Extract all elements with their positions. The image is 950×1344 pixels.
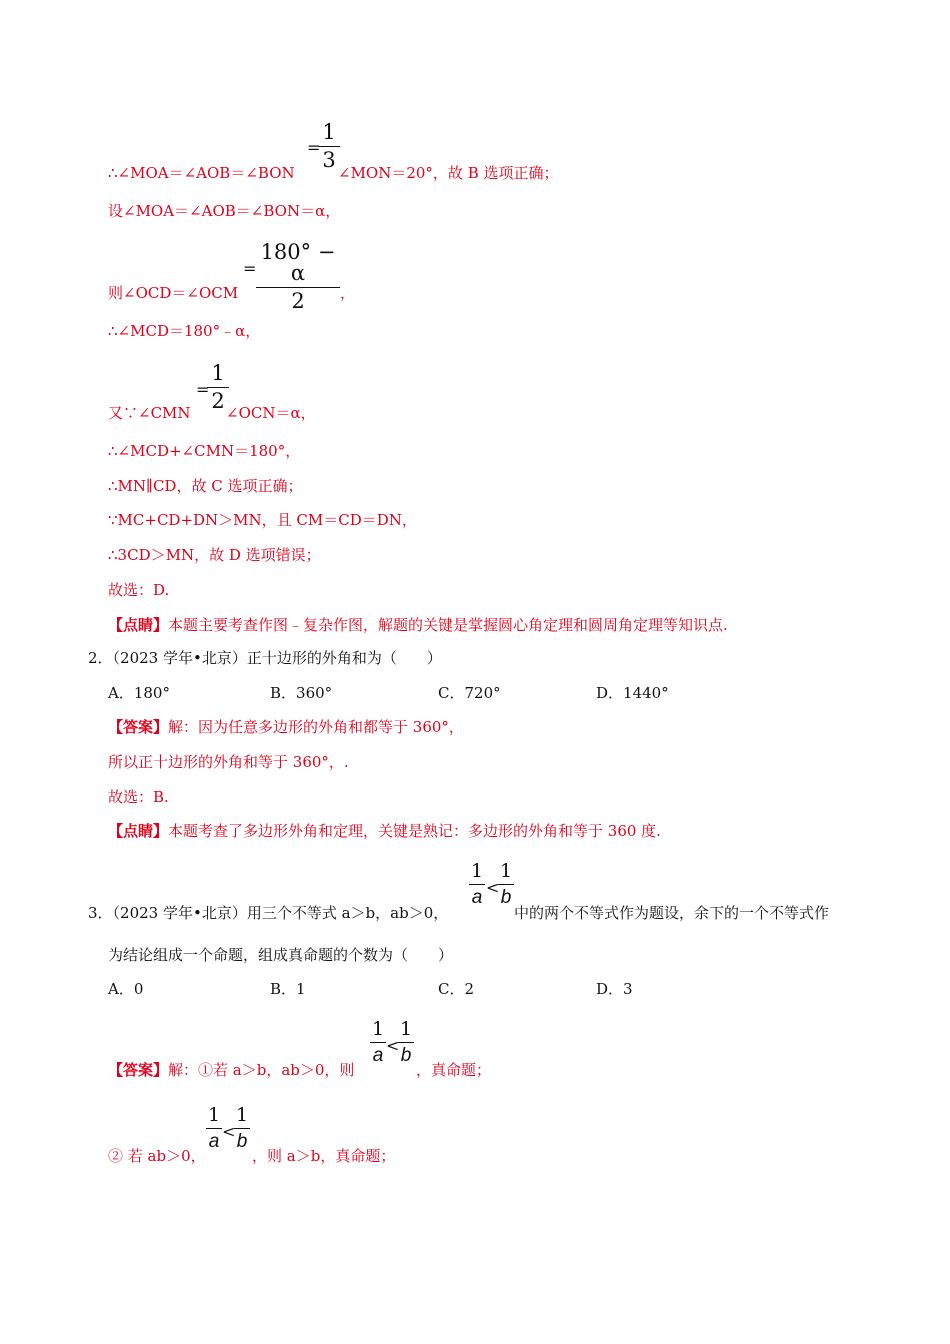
q2-option-a: A．180°: [108, 684, 170, 702]
fraction-1-over-b: [398, 1020, 414, 1065]
answer-text: 解：①若 a＞b，ab＞0，则: [168, 1061, 355, 1079]
fraction-bar: [234, 1128, 250, 1129]
fraction-numerator: 1: [499, 860, 513, 882]
fraction-bar: [498, 884, 514, 885]
answer-tag: 【答案】: [108, 718, 169, 736]
equals-sign: =: [243, 259, 257, 278]
fraction-1-over-b: [498, 862, 514, 907]
question-3-stem-c: 为结论组成一个命题，组成真命题的个数为（ ）: [108, 946, 454, 964]
q2-answer-line-1: [108, 717, 464, 737]
solution-line-9: ∴3CD＞MN，故 D 选项错误；: [108, 546, 321, 564]
fraction-1-over-a: [370, 1020, 386, 1065]
solution-line-5a: 又∵∠CMN: [108, 404, 191, 422]
fraction-numerator: 180° − α: [260, 240, 336, 285]
less-than-sign: <: [222, 1122, 236, 1141]
q3-answer-line-1a: [108, 1060, 354, 1080]
fraction-denominator: b: [236, 1131, 248, 1152]
fraction-1-over-b: [234, 1106, 250, 1151]
equals-sign: =: [307, 138, 321, 157]
solution-line-7: ∴MN∥CD，故 C 选项正确；: [108, 477, 303, 495]
question-3-stem-b: 中的两个不等式作为题设，余下的一个不等式作: [514, 904, 830, 922]
fraction-one-third: [318, 122, 340, 171]
note-tag: 【点睛】: [108, 616, 169, 634]
q3-answer-line-2a: ② 若 ab＞0，: [108, 1147, 206, 1165]
less-than-sign: <: [386, 1036, 400, 1055]
solution-line-10: 故选：D.: [108, 581, 170, 599]
answer-text: 解：因为任意多边形的外角和都等于 360°，: [168, 718, 464, 736]
fraction-numerator: 1: [399, 1018, 413, 1040]
less-than-sign: <: [486, 878, 500, 897]
fraction-bar: [206, 1128, 222, 1129]
fraction-numerator: 1: [211, 361, 225, 385]
solution-line-2: 设∠MOA＝∠AOB＝∠BON＝α，: [108, 202, 341, 220]
q2-option-c: C．720°: [438, 684, 501, 702]
answer-tag: 【答案】: [108, 1061, 169, 1079]
q3-option-a: A．0: [108, 980, 144, 998]
question-2-stem: 2．（2023 学年•北京）正十边形的外角和为（ ）: [88, 649, 442, 667]
fraction-denominator: 3: [322, 148, 336, 172]
fraction-bar: [256, 287, 340, 288]
solution-line-8: ∵MC+CD+DN＞MN，且 CM＝CD＝DN，: [108, 511, 417, 529]
solution-line-6: ∴∠MCD+∠CMN＝180°，: [108, 442, 301, 460]
fraction-denominator: a: [471, 887, 483, 908]
note-text: 本题考查了多边形外角和定理，关键是熟记：多边形的外角和等于 360 度.: [168, 822, 661, 840]
fraction-numerator: 1: [470, 860, 484, 882]
q2-answer-line-3: 故选：B.: [108, 788, 169, 806]
fraction-denominator: a: [372, 1045, 384, 1066]
fraction-bar: [318, 146, 340, 147]
q2-note-line: [108, 821, 661, 841]
solution-line-3b: ，: [340, 284, 356, 302]
q3-option-b: B．1: [270, 980, 306, 998]
question-3-stem-a: 3．（2023 学年•北京）用三个不等式 a＞b，ab＞0，: [88, 904, 449, 922]
fraction-denominator: 2: [291, 289, 305, 313]
solution-line-1a: ∴∠MOA＝∠AOB＝∠BON: [108, 164, 295, 182]
q2-option-b: B．360°: [270, 684, 333, 702]
solution-line-5b: ∠OCN＝α，: [226, 404, 316, 422]
q3-answer-line-1b: ，真命题；: [416, 1061, 492, 1079]
q2-option-d: D．1440°: [596, 684, 669, 702]
fraction-denominator: a: [208, 1131, 220, 1152]
fraction-1-over-a: [469, 862, 485, 907]
fraction-numerator: 1: [322, 120, 336, 144]
fraction-numerator: 1: [371, 1018, 385, 1040]
fraction-bar: [398, 1042, 414, 1043]
equals-sign: =: [196, 380, 210, 399]
fraction-bar: [370, 1042, 386, 1043]
q3-answer-line-2b: ，则 a＞b，真命题；: [252, 1147, 396, 1165]
solution-line-1b: ∠MON＝20°，故 B 选项正确；: [338, 164, 559, 182]
note-line: [108, 615, 728, 635]
fraction-bar: [207, 387, 229, 388]
fraction-denominator: b: [400, 1045, 412, 1066]
solution-line-3a: 则∠OCD＝∠OCM: [108, 284, 239, 302]
fraction-numerator: 1: [207, 1104, 221, 1126]
note-text: 本题主要考查作图﹣复杂作图，解题的关键是掌握圆心角定理和圆周角定理等知识点.: [168, 616, 728, 634]
q2-answer-line-2: 所以正十边形的外角和等于 360°，.: [108, 753, 349, 771]
q3-option-d: D．3: [596, 980, 633, 998]
fraction-bar: [469, 884, 485, 885]
fraction-180-minus-alpha-over-2: [256, 242, 340, 312]
fraction-denominator: b: [500, 887, 512, 908]
fraction-1-over-a: [206, 1106, 222, 1151]
q3-option-c: C．2: [438, 980, 475, 998]
fraction-numerator: 1: [235, 1104, 249, 1126]
solution-line-4: ∴∠MCD＝180°﹣α，: [108, 322, 261, 340]
fraction-denominator: 2: [211, 389, 225, 413]
note-tag: 【点睛】: [108, 822, 169, 840]
